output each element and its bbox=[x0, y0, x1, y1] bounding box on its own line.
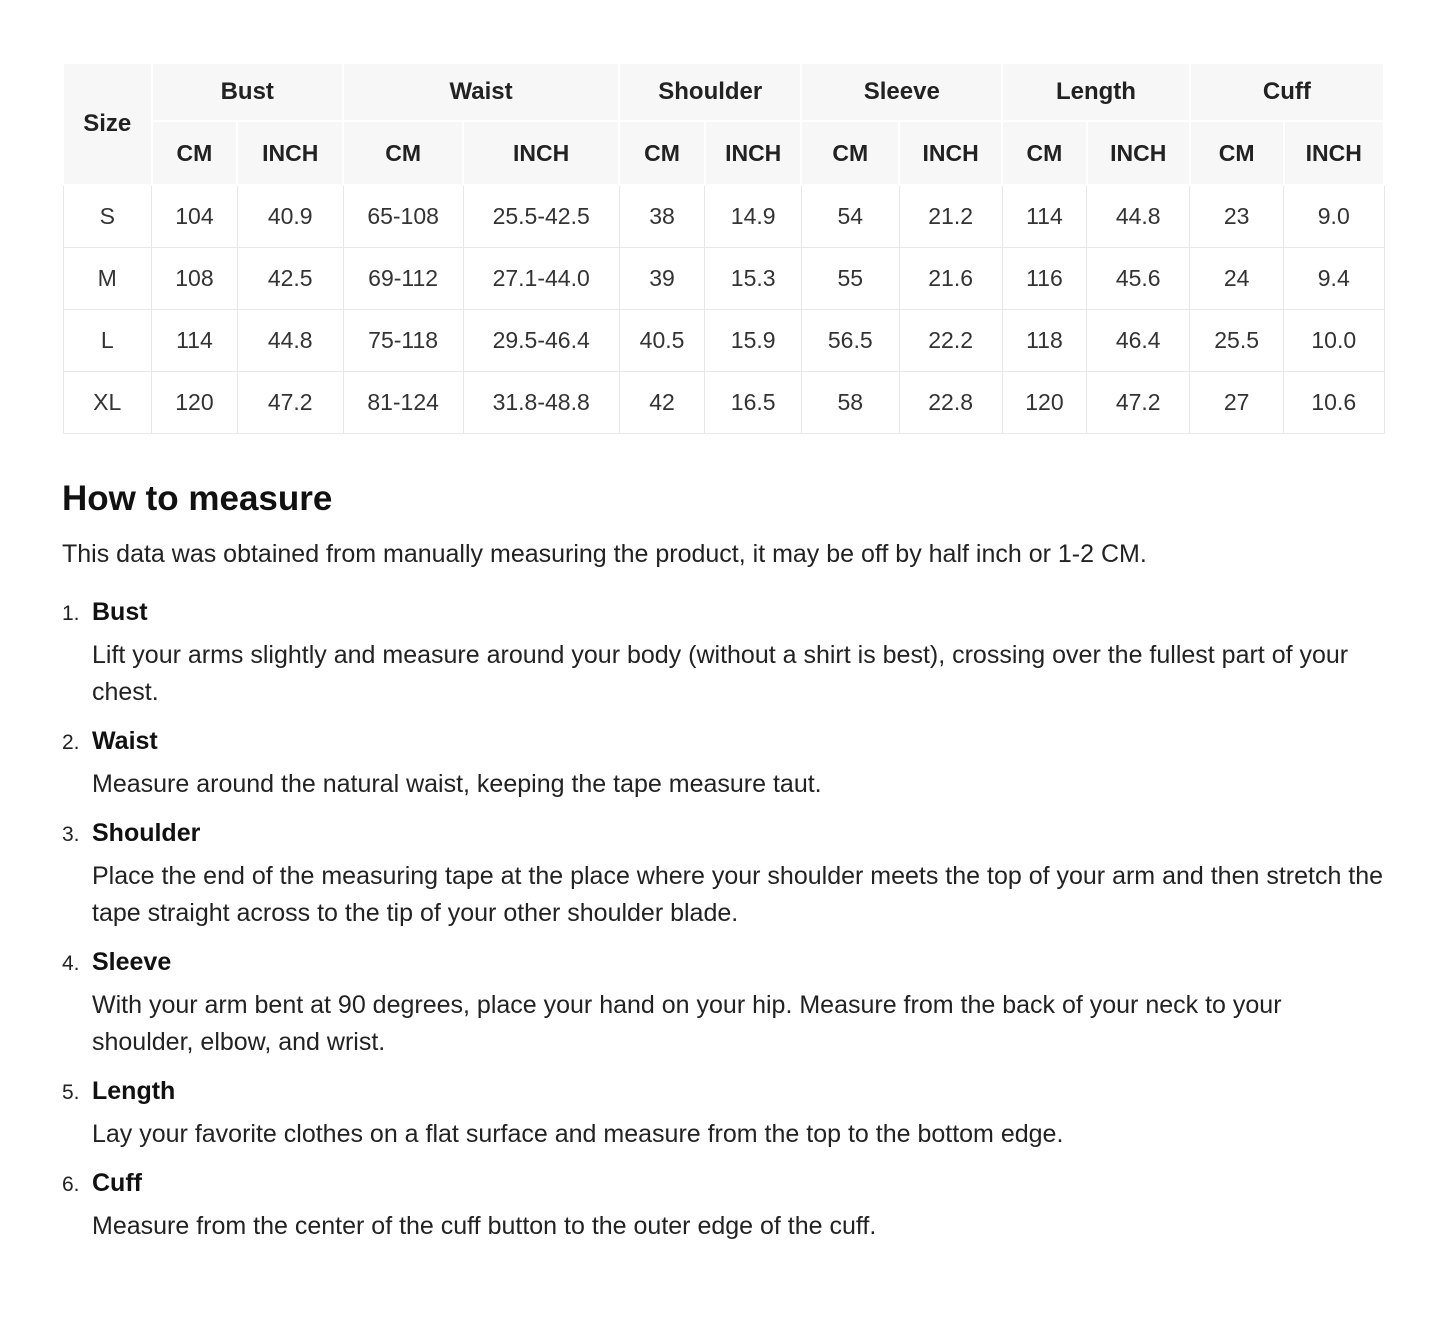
step-heading bbox=[62, 1077, 1385, 1106]
col-group-length: Length bbox=[1002, 63, 1190, 121]
step-term: Waist bbox=[92, 726, 158, 755]
measure-intro-text: This data was obtained from manually measuring the product, it may be off by half inch or 1-2 CM. bbox=[62, 539, 1147, 568]
size-chart-table bbox=[62, 62, 1385, 434]
cell-cuff-cm: 24 bbox=[1190, 247, 1284, 309]
cell-bust-cm: 104 bbox=[152, 185, 238, 247]
cell-shoulder-inch: 16.5 bbox=[705, 371, 801, 433]
cell-bust-inch: 40.9 bbox=[237, 185, 343, 247]
subheader-waist-inch: INCH bbox=[463, 121, 619, 185]
cell-bust-inch: 44.8 bbox=[237, 309, 343, 371]
subheader-length-cm: CM bbox=[1002, 121, 1087, 185]
page-title: How to measure bbox=[62, 478, 333, 518]
row-size-label: L bbox=[63, 309, 152, 371]
cell-bust-cm: 120 bbox=[152, 371, 238, 433]
cell-cuff-cm: 25.5 bbox=[1190, 309, 1284, 371]
list-item-sleeve bbox=[62, 948, 1385, 1061]
size-chart-body bbox=[63, 185, 1384, 433]
table-row-xl bbox=[63, 371, 1384, 433]
step-term: Bust bbox=[92, 597, 148, 626]
cell-sleeve-cm: 54 bbox=[801, 185, 899, 247]
list-item-cuff bbox=[62, 1169, 1385, 1245]
cell-length-inch: 45.6 bbox=[1087, 247, 1190, 309]
cell-waist-inch: 27.1-44.0 bbox=[463, 247, 619, 309]
subheader-length-inch: INCH bbox=[1087, 121, 1190, 185]
cell-length-inch: 46.4 bbox=[1087, 309, 1190, 371]
cell-length-cm: 118 bbox=[1002, 309, 1087, 371]
col-group-shoulder: Shoulder bbox=[619, 63, 801, 121]
list-item-shoulder bbox=[62, 819, 1385, 932]
step-number: 1. bbox=[62, 601, 80, 625]
cell-bust-inch: 42.5 bbox=[237, 247, 343, 309]
col-header-size: Size bbox=[63, 63, 152, 185]
list-item-bust bbox=[62, 598, 1385, 711]
step-term: Shoulder bbox=[92, 818, 201, 847]
step-number: 4. bbox=[62, 951, 80, 975]
step-term: Length bbox=[92, 1076, 176, 1105]
cell-length-inch: 47.2 bbox=[1087, 371, 1190, 433]
cell-waist-cm: 75-118 bbox=[343, 309, 463, 371]
cell-cuff-inch: 10.0 bbox=[1284, 309, 1384, 371]
cell-sleeve-inch: 21.2 bbox=[899, 185, 1002, 247]
cell-length-inch: 44.8 bbox=[1087, 185, 1190, 247]
row-size-label: S bbox=[63, 185, 152, 247]
cell-sleeve-inch: 22.8 bbox=[899, 371, 1002, 433]
cell-waist-inch: 31.8-48.8 bbox=[463, 371, 619, 433]
subheader-shoulder-cm: CM bbox=[619, 121, 705, 185]
cell-shoulder-cm: 40.5 bbox=[619, 309, 705, 371]
step-heading bbox=[62, 1169, 1385, 1198]
step-heading bbox=[62, 727, 1385, 756]
cell-waist-inch: 25.5-42.5 bbox=[463, 185, 619, 247]
step-description: Measure around the natural waist, keeping the tape measure taut. bbox=[92, 769, 822, 798]
subheader-sleeve-inch: INCH bbox=[899, 121, 1002, 185]
cell-shoulder-inch: 15.9 bbox=[705, 309, 801, 371]
cell-bust-inch: 47.2 bbox=[237, 371, 343, 433]
cell-waist-cm: 81-124 bbox=[343, 371, 463, 433]
cell-sleeve-inch: 21.6 bbox=[899, 247, 1002, 309]
step-description: Place the end of the measuring tape at the place where your shoulder meets the top of your arm and then stretch the tape straight across to the tip of your other shoulder blade. bbox=[92, 861, 1384, 927]
cell-cuff-inch: 9.0 bbox=[1284, 185, 1384, 247]
cell-cuff-inch: 9.4 bbox=[1284, 247, 1384, 309]
how-to-measure-section bbox=[62, 478, 1385, 1245]
step-description: Lay your favorite clothes on a flat surface and measure from the top to the bottom edge. bbox=[92, 1119, 1064, 1148]
cell-shoulder-cm: 42 bbox=[619, 371, 705, 433]
cell-shoulder-cm: 38 bbox=[619, 185, 705, 247]
cell-cuff-cm: 23 bbox=[1190, 185, 1284, 247]
subheader-sleeve-cm: CM bbox=[801, 121, 899, 185]
cell-bust-cm: 108 bbox=[152, 247, 238, 309]
row-size-label: M bbox=[63, 247, 152, 309]
table-row-m bbox=[63, 247, 1384, 309]
cell-shoulder-inch: 15.3 bbox=[705, 247, 801, 309]
cell-sleeve-cm: 56.5 bbox=[801, 309, 899, 371]
subheader-bust-inch: INCH bbox=[237, 121, 343, 185]
step-number: 3. bbox=[62, 822, 80, 846]
step-description: Measure from the center of the cuff button to the outer edge of the cuff. bbox=[92, 1211, 877, 1240]
cell-shoulder-cm: 39 bbox=[619, 247, 705, 309]
col-group-sleeve: Sleeve bbox=[801, 63, 1002, 121]
cell-waist-cm: 69-112 bbox=[343, 247, 463, 309]
step-heading bbox=[62, 819, 1385, 848]
cell-sleeve-cm: 55 bbox=[801, 247, 899, 309]
cell-length-cm: 120 bbox=[1002, 371, 1087, 433]
table-row-s bbox=[63, 185, 1384, 247]
subheader-waist-cm: CM bbox=[343, 121, 463, 185]
subheader-cuff-cm: CM bbox=[1190, 121, 1284, 185]
subheader-shoulder-inch: INCH bbox=[705, 121, 801, 185]
subheader-cuff-inch: INCH bbox=[1284, 121, 1384, 185]
cell-length-cm: 116 bbox=[1002, 247, 1087, 309]
col-group-bust: Bust bbox=[152, 63, 344, 121]
col-group-waist: Waist bbox=[343, 63, 619, 121]
step-number: 2. bbox=[62, 730, 80, 754]
list-item-length bbox=[62, 1077, 1385, 1153]
cell-bust-cm: 114 bbox=[152, 309, 238, 371]
cell-shoulder-inch: 14.9 bbox=[705, 185, 801, 247]
cell-waist-inch: 29.5-46.4 bbox=[463, 309, 619, 371]
step-term: Sleeve bbox=[92, 947, 172, 976]
step-description: With your arm bent at 90 degrees, place your hand on your hip. Measure from the back of your neck to your shoulder, elbow, and wrist. bbox=[92, 990, 1282, 1056]
cell-waist-cm: 65-108 bbox=[343, 185, 463, 247]
table-row-l bbox=[63, 309, 1384, 371]
step-heading bbox=[62, 598, 1385, 627]
cell-sleeve-inch: 22.2 bbox=[899, 309, 1002, 371]
cell-cuff-inch: 10.6 bbox=[1284, 371, 1384, 433]
row-size-label: XL bbox=[63, 371, 152, 433]
step-description: Lift your arms slightly and measure around your body (without a shirt is best), crossing over the fullest part of your chest. bbox=[92, 640, 1349, 706]
size-chart-header bbox=[63, 63, 1384, 185]
step-heading bbox=[62, 948, 1385, 977]
measure-steps-list bbox=[62, 598, 1385, 1245]
subheader-bust-cm: CM bbox=[152, 121, 238, 185]
cell-sleeve-cm: 58 bbox=[801, 371, 899, 433]
cell-cuff-cm: 27 bbox=[1190, 371, 1284, 433]
step-term: Cuff bbox=[92, 1168, 142, 1197]
list-item-waist bbox=[62, 727, 1385, 803]
cell-length-cm: 114 bbox=[1002, 185, 1087, 247]
col-group-cuff: Cuff bbox=[1190, 63, 1384, 121]
step-number: 5. bbox=[62, 1080, 80, 1104]
step-number: 6. bbox=[62, 1172, 80, 1196]
